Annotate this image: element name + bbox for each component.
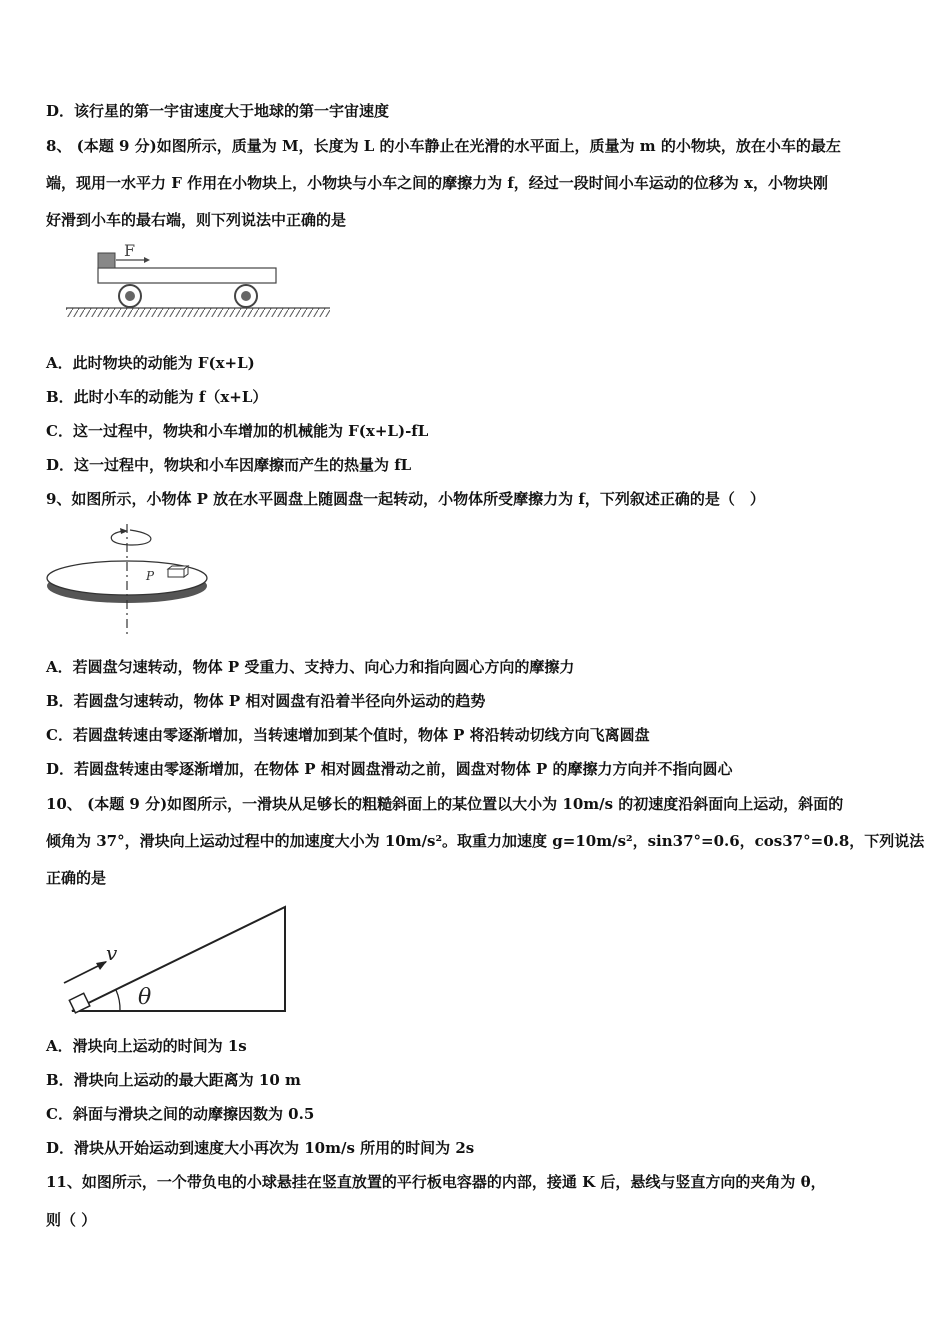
block bbox=[98, 253, 115, 268]
q11-stem-line-1: 11、如图所示，一个带负电的小球悬挂在竖直放置的平行板电容器的内部，接通 K 后，悬线与竖直方向的夹角为 θ， bbox=[46, 1173, 826, 1191]
v-label: v bbox=[106, 941, 118, 965]
q10-stem-line-1: 10、 (本题 9 分)如图所示，一滑块从足够长的粗糙斜面上的某位置以大小为 10m/s 的初速度沿斜面向上运动，斜面的 bbox=[46, 795, 844, 813]
force-arrowhead bbox=[144, 257, 150, 263]
q8-stem-line-2: 端，现用一水平力 F 作用在小物块上，小物块与小车之间的摩擦力为 f，经过一段时间小车运动的位移为 x，小物块刚 bbox=[46, 174, 828, 192]
q8-stem-line-3: 好滑到小车的最右端，则下列说法中正确的是 bbox=[46, 211, 347, 229]
force-label: F bbox=[124, 241, 136, 260]
q8-option-a: A．此时物块的动能为 F(x+L) bbox=[46, 354, 255, 372]
rotation-arrow bbox=[111, 530, 151, 545]
q10-incline-figure bbox=[58, 900, 298, 1016]
q9-stem: 9、如图所示，小物体 P 放在水平圆盘上随圆盘一起转动，小物体所受摩擦力为 f，下列叙述正确的是（ ） bbox=[46, 490, 765, 508]
q9-option-a: A．若圆盘匀速转动，物体 P 受重力、支持力、向心力和指向圆心方向的摩擦力 bbox=[46, 658, 575, 676]
q9-disk-figure bbox=[42, 522, 222, 640]
q8-option-c: C．这一过程中，物块和小车增加的机械能为 F(x+L)-fL bbox=[46, 422, 429, 440]
angle-arc bbox=[116, 990, 120, 1011]
q10-option-c: C．斜面与滑块之间的动摩擦因数为 0.5 bbox=[46, 1105, 315, 1123]
q11-stem-line-2: 则（ ） bbox=[46, 1211, 97, 1229]
q10-option-a: A．滑块向上运动的时间为 1s bbox=[46, 1037, 247, 1055]
q7-option-d: D．该行星的第一宇宙速度大于地球的第一宇宙速度 bbox=[46, 102, 390, 120]
q10-option-b: B．滑块向上运动的最大距离为 10 m bbox=[46, 1071, 301, 1089]
q10-stem-line-3: 正确的是 bbox=[46, 869, 107, 887]
q10-stem-line-2: 倾角为 37°，滑块向上运动过程中的加速度大小为 10m/s²。取重力加速度 g=10m/s²，sin37°=0.6，cos37°=0.8，下列说法 bbox=[46, 832, 925, 850]
ground-hatch bbox=[66, 308, 330, 317]
q8-cart-figure bbox=[60, 240, 335, 325]
q9-option-c: C．若圆盘转速由零逐渐增加，当转速增加到某个值时，物体 P 将沿转动切线方向飞离圆盘 bbox=[46, 726, 650, 744]
q8-option-d: D．这一过程中，物块和小车因摩擦而产生的热量为 fL bbox=[46, 456, 412, 474]
incline bbox=[72, 907, 285, 1011]
q9-option-b: B．若圆盘匀速转动，物体 P 相对圆盘有沿着半径向外运动的趋势 bbox=[46, 692, 486, 710]
p-label: P bbox=[146, 569, 155, 583]
cart-board bbox=[98, 268, 276, 283]
q8-option-b: B．此时小车的动能为 f（x+L） bbox=[46, 388, 268, 406]
theta-label: θ bbox=[138, 985, 152, 1010]
object-p bbox=[168, 569, 184, 577]
q9-option-d: D．若圆盘转速由零逐渐增加，在物体 P 相对圆盘滑动之前，圆盘对物体 P 的摩擦力方向并不指向圆心 bbox=[46, 760, 733, 778]
q10-option-d: D．滑块从开始运动到速度大小再次为 10m/s 所用的时间为 2s bbox=[46, 1139, 475, 1157]
q8-stem-line-1: 8、 (本题 9 分)如图所示，质量为 M，长度为 L 的小车静止在光滑的水平面上，质量为 m 的小物块，放在小车的最左 bbox=[46, 137, 841, 155]
